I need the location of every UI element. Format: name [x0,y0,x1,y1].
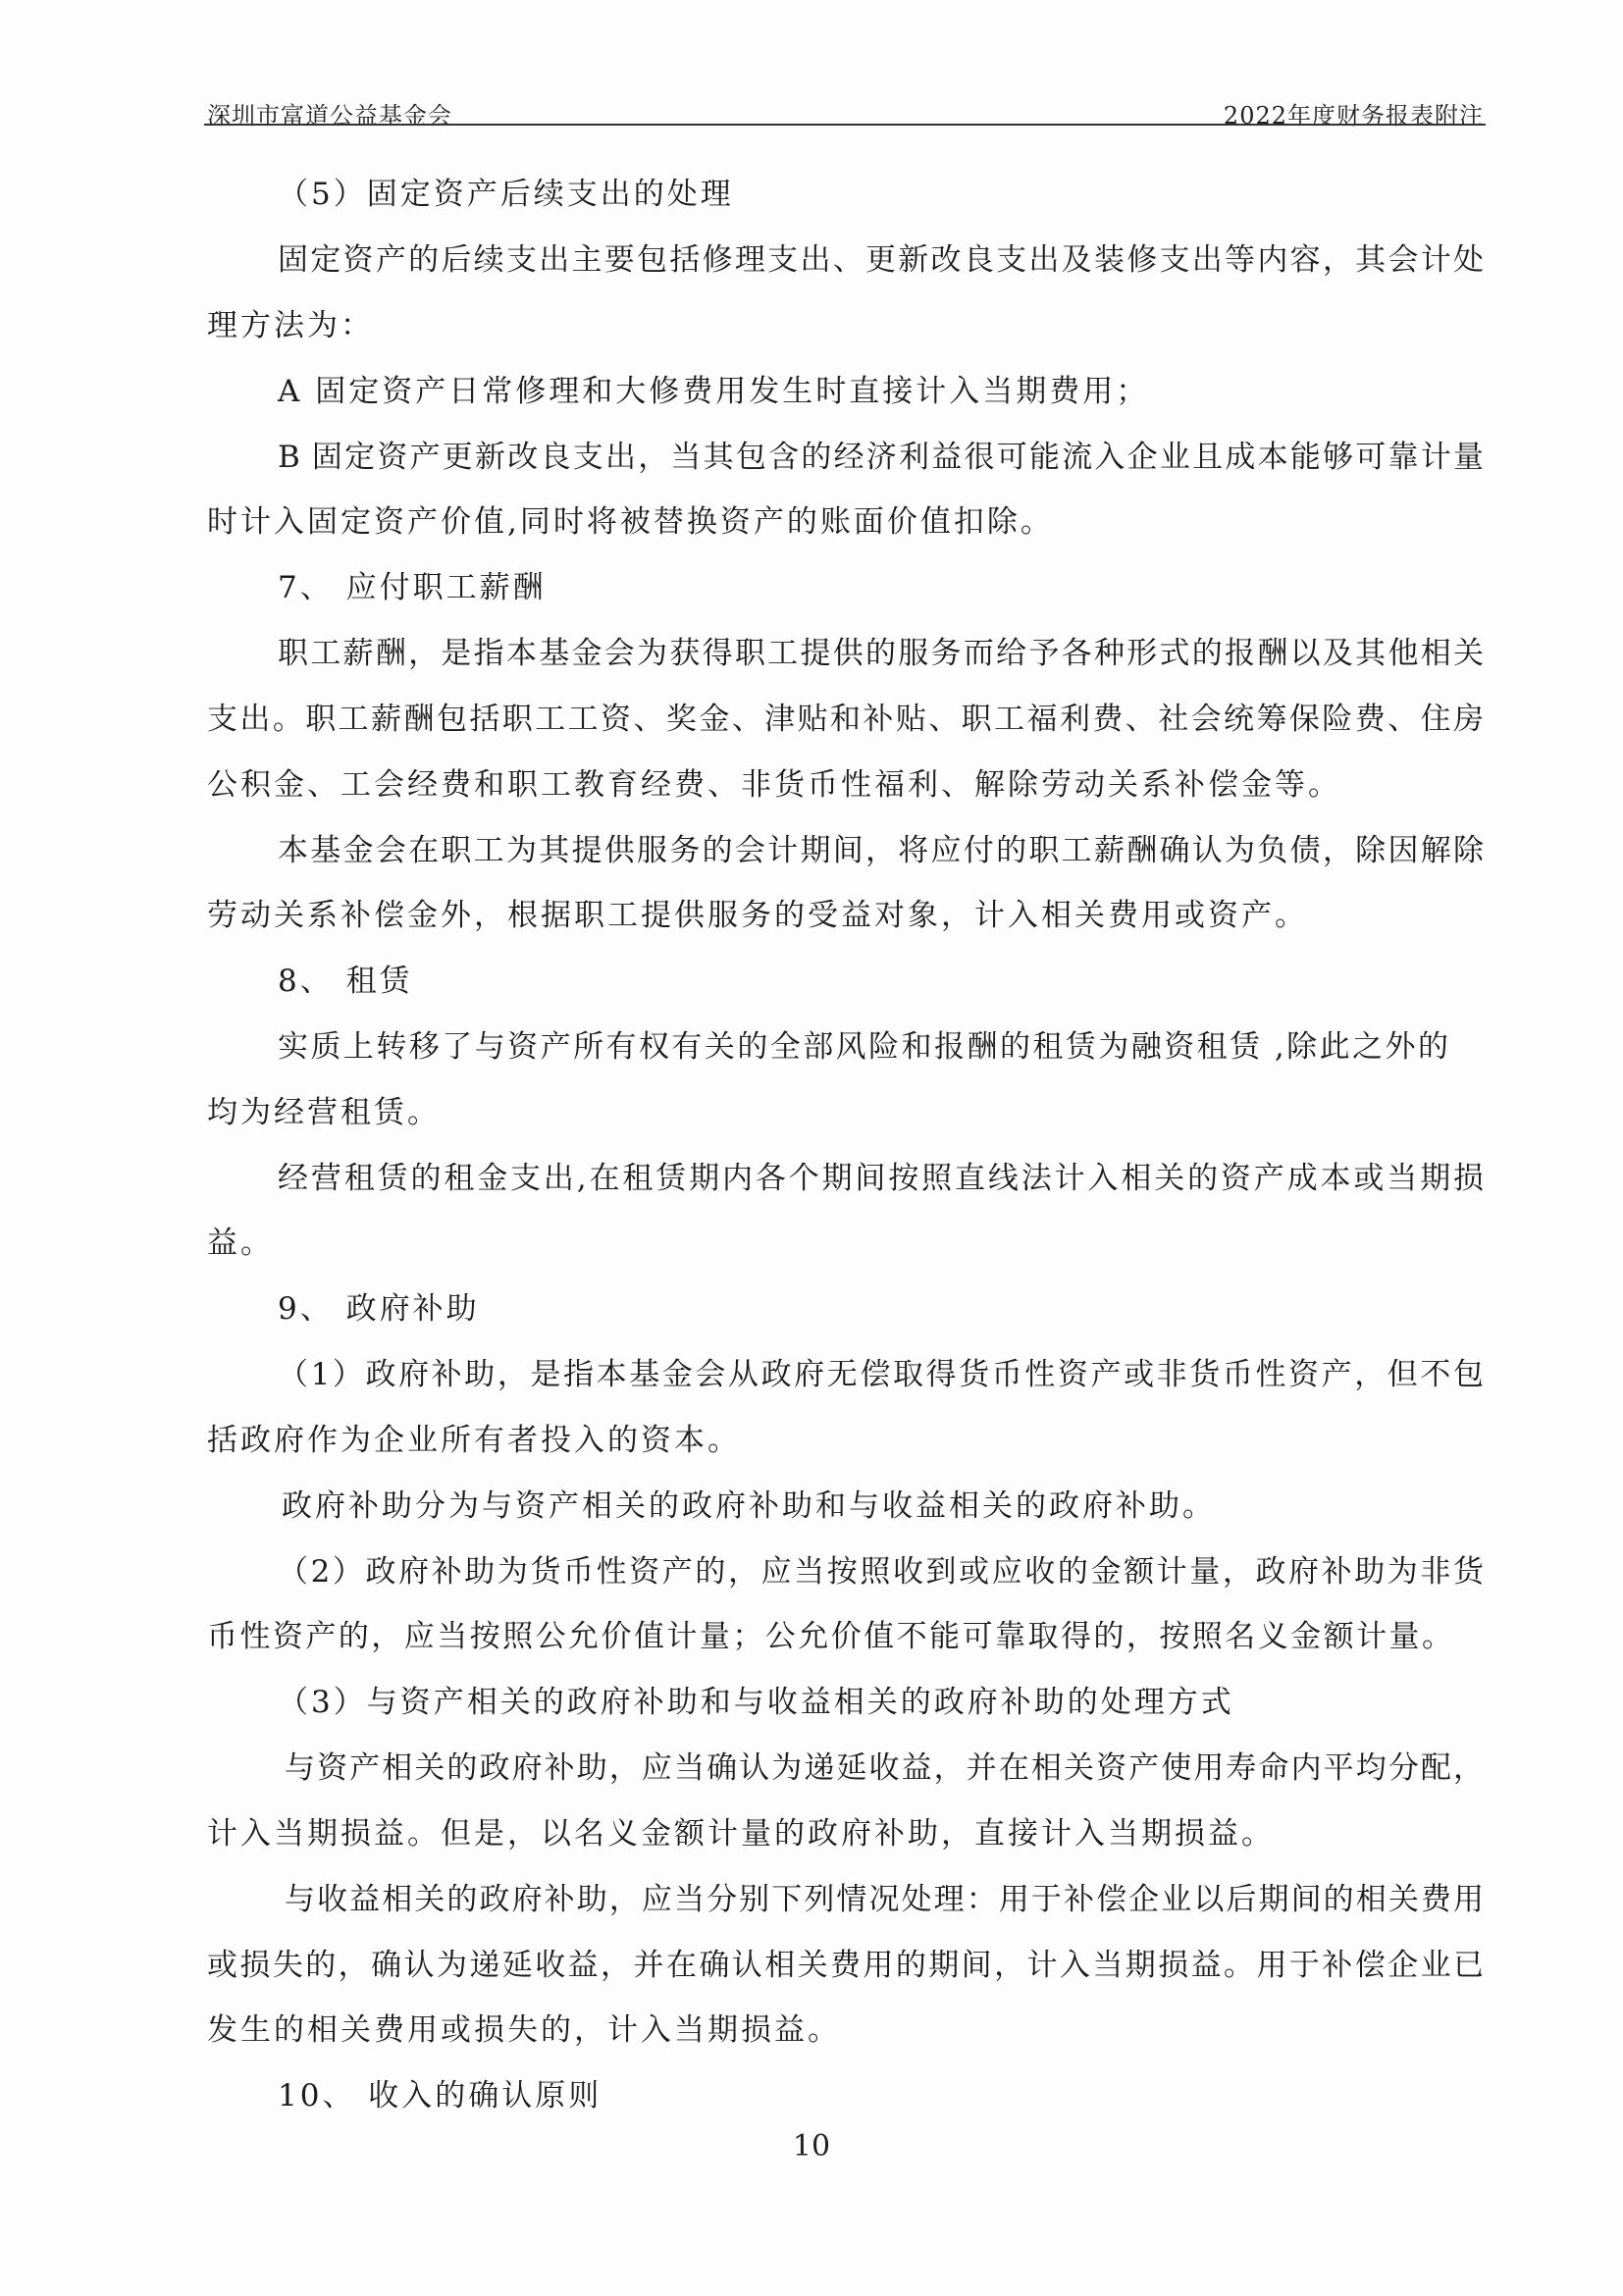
paragraph-line: 与收益相关的政府补助，应当分别下列情况处理：用于补偿企业以后期间的相关费用 [285,1882,1484,1917]
paragraph-line: 经营租赁的租金支出,在租赁期内各个期间按照直线法计入相关的资产成本或当期损 [278,1161,1484,1196]
paragraph-line: 实质上转移了与资产所有权有关的全部风险和报酬的租赁为融资租赁 ,除此之外的 [278,1029,1448,1065]
paragraph-line: 理方法为： [207,308,374,343]
paragraph-line: 均为经营租赁。 [207,1095,441,1130]
subheading-fixed-asset-subsequent: （5）固定资产后续支出的处理 [278,177,734,212]
paragraph-line: 本基金会在职工为其提供服务的会计期间，将应付的职工薪酬确认为负债，除因解除 [278,833,1484,868]
paragraph-line: 与资产相关的政府补助，应当确认为递延收益，并在相关资产使用寿命内平均分配， [285,1750,1484,1786]
section-heading-revenue-recognition: 10、 收入的确认原则 [278,2078,602,2113]
page-number: 10 [792,2129,831,2164]
paragraph-line: 计入当期损益。但是，以名义金额计量的政府补助，直接计入当期损益。 [207,1816,1275,1852]
section-heading-government-grants: 9、 政府补助 [278,1291,480,1327]
paragraph-line: （1）政府补助，是指本基金会从政府无偿取得货币性资产或非货币性资产，但不包 [278,1357,1484,1392]
header-report-title: 2022年度财务报表附注 [1223,102,1484,130]
paragraph-line: 币性资产的，应当按照公允价值计量；公允价值不能可靠取得的，按照名义金额计量。 [207,1619,1452,1654]
paragraph-line: 劳动关系补偿金外，根据职工提供服务的受益对象，计入相关费用或资产。 [207,898,1308,933]
section-heading-payroll: 7、 应付职工薪酬 [278,570,547,605]
paragraph-line: 或损失的，确认为递延收益，并在确认相关费用的期间，计入当期损益。用于补偿企业已 [207,1948,1484,1983]
subheading-grant-treatment: （3）与资产相关的政府补助和与收益相关的政府补助的处理方式 [278,1685,1234,1720]
paragraph-line: 发生的相关费用或损失的，计入当期损益。 [207,2012,841,2048]
paragraph-line: 政府补助分为与资产相关的政府补助和与收益相关的政府补助。 [282,1488,1216,1524]
paragraph-line: （2）政府补助为货币性资产的，应当按照收到或应收的金额计量，政府补助为非货 [278,1554,1484,1590]
paragraph-line: 公积金、工会经费和职工教育经费、非货币性福利、解除劳动关系补偿金等。 [207,767,1341,803]
paragraph-line: 固定资产的后续支出主要包括修理支出、更新改良支出及装修支出等内容，其会计处 [278,242,1484,278]
paragraph-line: 益。 [207,1226,274,1261]
paragraph-line: 时计入固定资产价值,同时将被替换资产的账面价值扣除。 [207,504,1054,540]
header-divider [204,124,1486,126]
paragraph-line: B 固定资产更新改良支出，当其包含的经济利益很可能流入企业且成本能够可靠计量 [278,440,1484,475]
section-heading-lease: 8、 租赁 [278,964,413,999]
paragraph-line: 支出。职工薪酬包括职工工资、奖金、津贴和补贴、职工福利费、社会统筹保险费、住房 [207,702,1484,737]
paragraph-line: A 固定资产日常修理和大修费用发生时直接计入当期费用； [278,374,1150,409]
paragraph-line: 括政府作为企业所有者投入的资本。 [207,1423,741,1458]
paragraph-line: 职工薪酬，是指本基金会为获得职工提供的服务而给予各种形式的报酬以及其他相关 [278,636,1484,671]
header-organization: 深圳市富道公益基金会 [207,102,452,130]
